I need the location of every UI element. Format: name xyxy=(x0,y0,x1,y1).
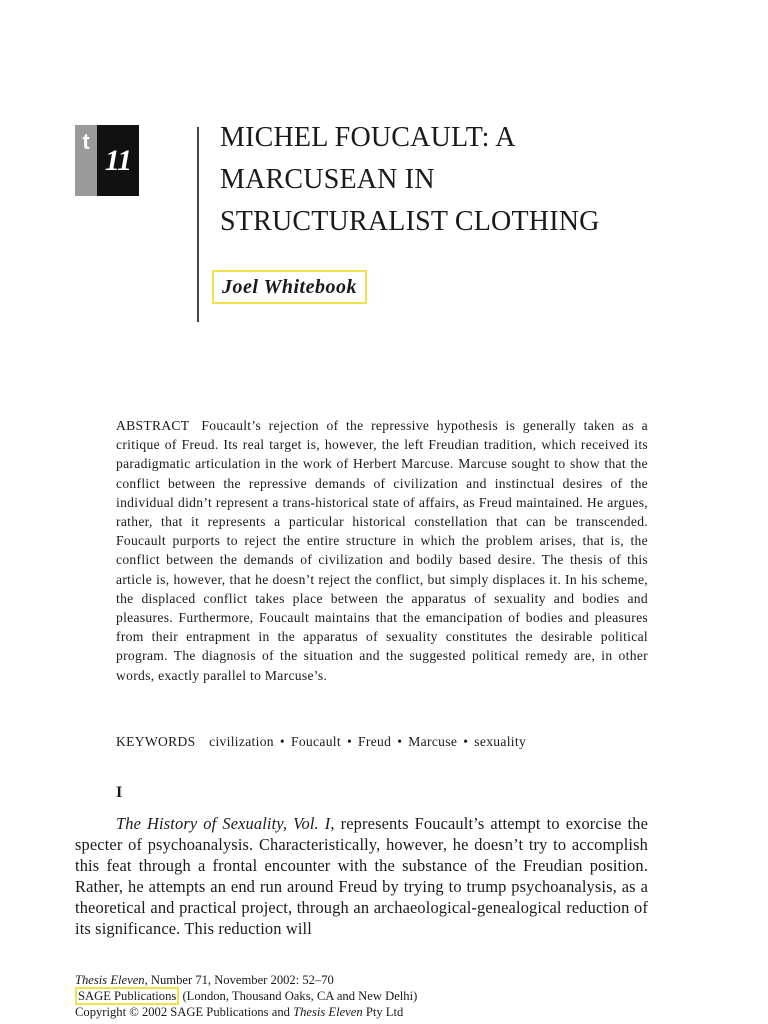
footer-journal: Thesis Eleven xyxy=(75,973,145,987)
logo-number: 11 xyxy=(97,125,139,196)
body-paragraph xyxy=(75,814,648,939)
footer-issue-line xyxy=(75,972,675,988)
title-line-2: MARCUSEAN IN xyxy=(220,164,435,195)
copyright-journal: Thesis Eleven xyxy=(293,1005,363,1019)
footer-issue: , Number 71, November 2002: 52–70 xyxy=(144,973,334,987)
section-number: I xyxy=(116,784,123,801)
keyword-separator: • xyxy=(463,734,469,749)
keyword-item: Foucault xyxy=(290,734,341,749)
logo-letter: t xyxy=(75,125,97,196)
keyword-item: Freud xyxy=(358,734,392,749)
keyword-item: sexuality xyxy=(474,734,527,749)
abstract-label: ABSTRACT xyxy=(116,418,190,433)
keywords xyxy=(116,732,656,751)
title-divider xyxy=(197,127,199,322)
citation-footer xyxy=(75,972,675,1020)
body-text: represents Foucault’s attempt to exorcise the specter of psychoanalysis. Characteristically, however, he doesn’t try to accomplish this feat through a frontal encounter with the substance of the Freudian position. Rather, he attempts an end run around Freud by trying to trump psychoanalysis, as a theoretical and practical project, through an archaeological-genealogical reduction of its significance. This reduction will xyxy=(75,814,648,938)
footer-copyright-line xyxy=(75,1004,675,1020)
copyright-suffix: Pty Ltd xyxy=(362,1005,404,1019)
abstract-text: Foucault’s rejection of the repressive hypothesis is generally taken as a critique of Freud. Its real target is, however, the left Freudian tradition, which received its paradigmatic articulation in the work of Herbert Marcuse. Marcuse sought to show that the conflict between the repressive demands of civilization and instinctual desires of the individual didn’t represent a trans-historical state of affairs, as Freud maintained. He argues, rather, that it represents a particular historical constellation that can be transcended. Foucault purports to reject the entire structure in which the problem arises, that is, the conflict between the demands of civilization and bodily based desire. The thesis of this article is, however, that he doesn’t reject the conflict, but simply displaces it. In his scheme, the displaced conflict takes place between the apparatus of sexuality and bodies and pleasures. Furthermore, Foucault maintains that the emancipation of bodies and pleasures from their entrapment in the apparatus of sexuality constitutes the desirable political program. The diagnosis of the situation and the suggested political remedy are, in other words, exactly parallel to Marcuse’s. xyxy=(116,418,648,683)
title-line-1: MICHEL FOUCAULT: A xyxy=(220,122,516,153)
publisher-link[interactable]: SAGE Publications xyxy=(75,987,179,1005)
abstract xyxy=(116,416,648,685)
keyword-item: Marcuse xyxy=(408,734,458,749)
article-title xyxy=(220,117,740,243)
keyword-item: civilization xyxy=(209,734,274,749)
keyword-separator: • xyxy=(279,734,285,749)
footer-publisher-line xyxy=(75,988,675,1004)
copyright-prefix: Copyright © 2002 SAGE Publications and xyxy=(75,1005,294,1019)
keywords-label: KEYWORDS xyxy=(116,734,196,749)
title-line-3: STRUCTURALIST CLOTHING xyxy=(220,206,600,237)
keyword-separator: • xyxy=(397,734,403,749)
footer-places: (London, Thousand Oaks, CA and New Delhi) xyxy=(179,989,418,1003)
book-title: The History of Sexuality, Vol. I, xyxy=(116,814,335,833)
journal-logo xyxy=(75,125,139,196)
author-name[interactable]: Joel Whitebook xyxy=(212,270,367,304)
keyword-separator: • xyxy=(346,734,353,749)
